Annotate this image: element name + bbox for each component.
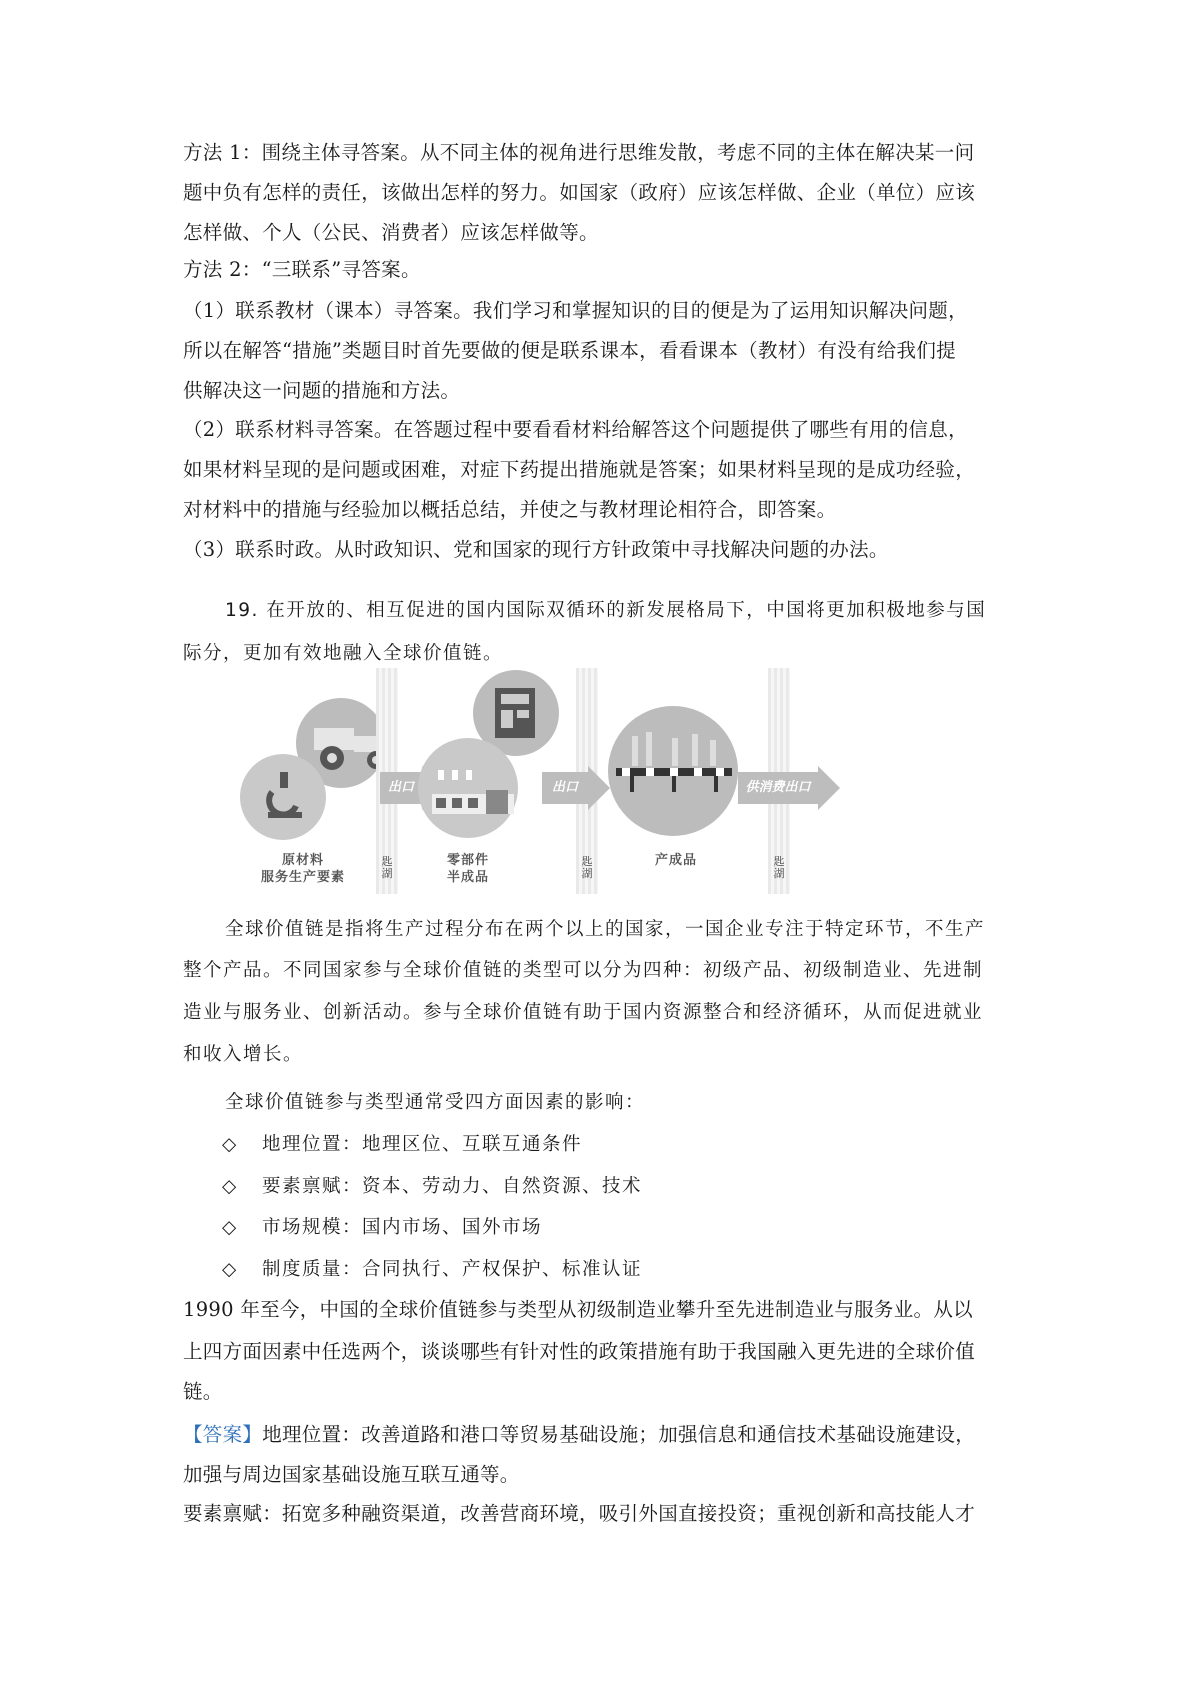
band-1-label: 匙湖 <box>381 855 393 880</box>
export-arrow-2-head <box>588 766 610 810</box>
microscope-icon <box>260 768 310 824</box>
stage1-caption <box>258 852 348 886</box>
method2-item2-line3: 对材料中的措施与经验加以概括总结，并使之与教材理论相符合，即答案。 <box>183 498 837 521</box>
since-1990-line2: 上四方面因素中任选两个，谈谈哪些有针对性的政策措施有助于我国融入更先进的全球价值 <box>183 1340 976 1363</box>
gvc-line1: 全球价值链是指将生产过程分布在两个以上的国家，一国企业专注于特定环节，不生产 <box>225 919 986 940</box>
method1-line3: 怎样做、个人（公民、消费者）应该怎样做等。 <box>183 221 599 244</box>
method2-heading: 方法 2：“三联系”寻答案。 <box>183 258 421 281</box>
answer-line3: 要素禀赋：拓宽多种融资渠道，改善营商环境，吸引外国直接投资；重视创新和高技能人才 <box>183 1502 976 1525</box>
answer-line2: 加强与周边国家基础设施互联互通等。 <box>183 1463 520 1486</box>
method2-item2-line1: （2）联系材料寻答案。在答题过程中要看看材料给解答这个问题提供了哪些有用的信息， <box>183 418 968 441</box>
stage1-caption-line2: 服务生产要素 <box>260 870 345 885</box>
consumption-export-arrow-label: 供消费出口 <box>738 772 818 804</box>
gvc-line3: 造业与服务业、创新活动。参与全球价值链有助于国内资源整合和经济循环，从而促进就业 <box>183 1002 984 1023</box>
bullet-item <box>222 1173 1082 1201</box>
method1-line2: 题中负有怎样的责任，该做出怎样的努力。如国家（政府）应该怎样做、企业（单位）应该 <box>183 181 976 204</box>
diamond-icon: ◇ <box>222 1176 238 1197</box>
gvc-line2: 整个产品。不同国家参与全球价值链的类型可以分为四种：初级产品、初级制造业、先进制 <box>183 960 984 981</box>
stage2-caption-line2: 半成品 <box>446 870 489 885</box>
question-19-line1: 19. 在开放的、相互促进的国内国际双循环的新发展格局下，中国将更加积极地参与国 <box>225 600 987 621</box>
diamond-icon: ◇ <box>222 1259 238 1280</box>
gvc-line4: 和收入增长。 <box>183 1044 304 1065</box>
answer-line1 <box>183 1421 1043 1449</box>
method2-item1-line3: 供解决这一问题的措施和方法。 <box>183 379 461 402</box>
bullet-item <box>222 1256 1082 1284</box>
stage2-caption-line1: 零部件 <box>446 853 489 868</box>
method1-line1: 方法 1：围绕主体寻答案。从不同主体的视角进行思维发散，考虑不同的主体在解决某一问 <box>183 141 975 164</box>
export-arrow-1-label: 出口 <box>380 772 422 804</box>
chip-icon <box>491 686 541 740</box>
bullet-text: 地理位置：地理区位、互联互通条件 <box>262 1134 583 1155</box>
diamond-icon: ◇ <box>222 1134 238 1155</box>
value-chain-figure <box>240 668 900 896</box>
bullet-item <box>222 1131 1082 1159</box>
bullet-item <box>222 1214 1082 1242</box>
method2-item1-line1: （1）联系教材（课本）寻答案。我们学习和掌握知识的目的便是为了运用知识解决问题， <box>183 299 968 322</box>
since-1990-line3: 链。 <box>183 1380 223 1403</box>
stage1-caption-line1: 原材料 <box>281 853 324 868</box>
band-2-label: 匙湖 <box>581 855 593 880</box>
since-1990-line1: 1990 年至今，中国的全球价值链参与类型从初级制造业攀升至先进制造业与服务业。从以 <box>183 1298 973 1321</box>
diamond-icon: ◇ <box>222 1217 238 1238</box>
factors-intro: 全球价值链参与类型通常受四方面因素的影响： <box>225 1092 646 1113</box>
question-19-line2: 际分，更加有效地融入全球价值链。 <box>183 643 504 664</box>
factory-icon <box>430 764 520 824</box>
stage2-caption <box>418 852 518 886</box>
method2-item3: （3）联系时政。从时政知识、党和国家的现行方针政策中寻找解决问题的办法。 <box>183 538 889 561</box>
band-3-label: 匙湖 <box>773 855 785 880</box>
method2-item1-line2: 所以在解答“措施”类题目时首先要做的便是联系课本，看看课本（教材）有没有给我们提 <box>183 339 956 362</box>
consumption-export-arrow-head <box>818 766 840 810</box>
conveyor-icon <box>612 728 736 808</box>
bullet-text: 制度质量：合同执行、产权保护、标准认证 <box>262 1259 643 1280</box>
bullet-text: 要素禀赋：资本、劳动力、自然资源、技术 <box>262 1176 643 1197</box>
answer-tag: 【答案】 <box>183 1423 263 1446</box>
stage3-caption: 产成品 <box>654 853 697 868</box>
answer-text: 地理位置：改善道路和港口等贸易基础设施；加强信息和通信技术基础设施建设， <box>262 1423 976 1446</box>
export-arrow-2-label: 出口 <box>542 772 588 804</box>
bullet-text: 市场规模：国内市场、国外市场 <box>262 1217 543 1238</box>
method2-item2-line2: 如果材料呈现的是问题或困难，对症下药提出措施就是答案；如果材料呈现的是成功经验， <box>183 458 976 481</box>
